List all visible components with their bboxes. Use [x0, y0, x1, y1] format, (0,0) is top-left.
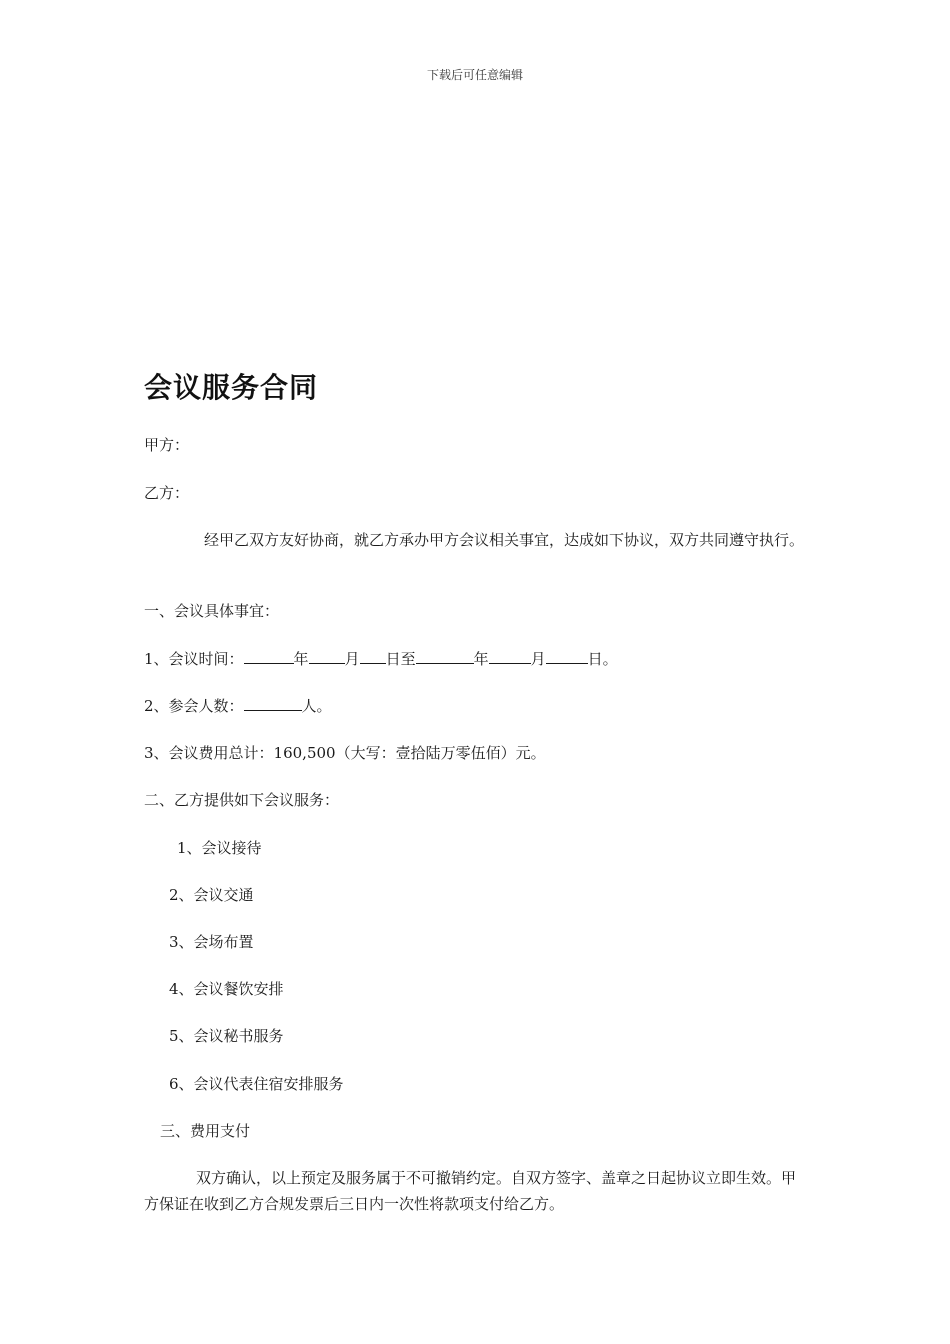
- end-month-label: 月: [530, 650, 546, 668]
- start-month-blank: [309, 647, 345, 664]
- end-year-label: 年: [473, 650, 489, 668]
- meeting-time-label: 1、会议时间：: [144, 650, 244, 668]
- service-item: 1、会议接待: [177, 839, 262, 857]
- document-title: 会议服务合同: [144, 371, 319, 404]
- service-item: 2、会议交通: [169, 886, 254, 904]
- header-note: 下载后可任意编辑: [426, 68, 523, 82]
- month-label: 月: [344, 650, 360, 668]
- end-year-blank: [416, 647, 474, 664]
- service-item: 6、会议代表住宿安排服务: [169, 1075, 344, 1093]
- section3-heading: 三、费用支付: [160, 1122, 251, 1140]
- party-a-label: 甲方：: [144, 436, 190, 454]
- year-label: 年: [293, 650, 309, 668]
- fee-total: 3、会议费用总计：160,500（大写：壹拾陆万零伍佰）元。: [144, 744, 546, 762]
- attendees-unit: 人。: [301, 697, 332, 715]
- end-day-label: 日。: [587, 650, 618, 668]
- attendees-blank: [244, 694, 302, 711]
- service-item: 5、会议秘书服务: [169, 1027, 284, 1045]
- attendees-label: 2、参会人数：: [144, 697, 244, 715]
- payment-paragraph: 双方确认，以上预定及服务属于不可撤销约定。自双方签字、盖章之日起协议立即生效。甲方保证在收到乙方合规发票后三日内一次性将款项支付给乙方。: [144, 1169, 797, 1213]
- meeting-time-row: [144, 646, 618, 672]
- section2-heading: 二、乙方提供如下会议服务：: [144, 791, 340, 809]
- section1-heading: 一、会议具体事宜：: [144, 602, 280, 620]
- end-month-blank: [489, 647, 531, 664]
- intro-paragraph: 经甲乙双方友好协商，就乙方承办甲方会议相关事宜，达成如下协议，双方共同遵守执行。: [204, 531, 805, 549]
- party-b-label: 乙方：: [144, 484, 190, 502]
- service-item: 3、会场布置: [169, 933, 254, 951]
- service-item: 4、会议餐饮安排: [169, 980, 284, 998]
- end-day-blank: [546, 647, 588, 664]
- attendees-row: [144, 693, 332, 719]
- start-day-blank: [360, 647, 386, 664]
- start-year-blank: [244, 647, 294, 664]
- day-to-label: 日至: [385, 650, 416, 668]
